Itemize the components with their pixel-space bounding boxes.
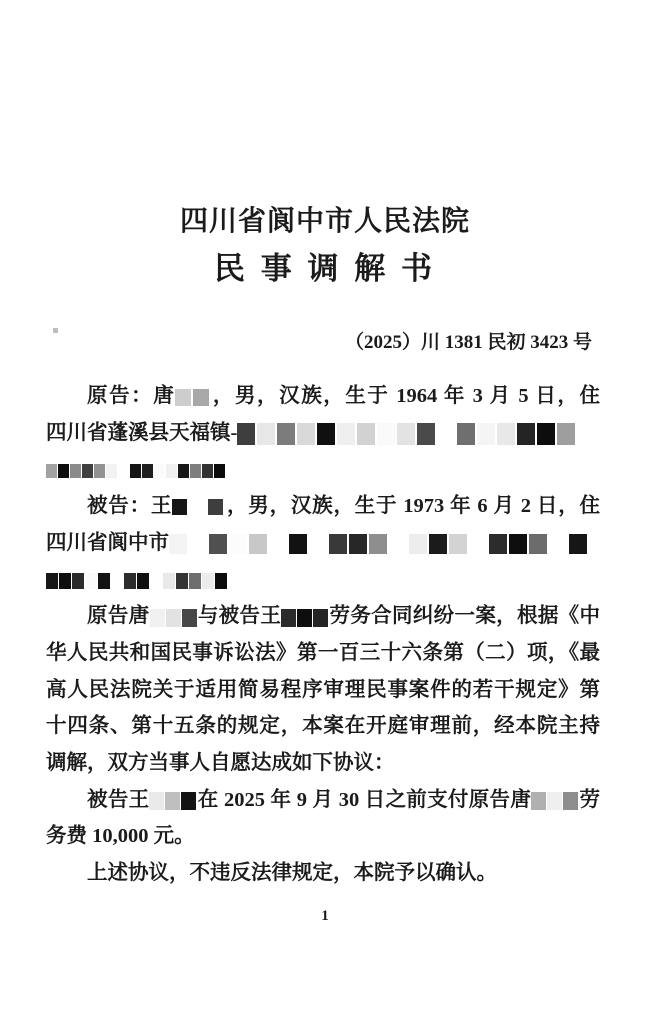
court-name: 四川省阆中市人民法院	[179, 206, 470, 237]
case-intro-line-3: 高人民法院关于适用简易程序审理民事案件的若干规定》第	[46, 678, 600, 701]
redaction-body-defendant-name	[281, 609, 329, 627]
document-title: 民 事 调 解 书	[214, 251, 436, 286]
confirmation-line: 上述协议，不违反法律规定，本院予以确认。	[87, 862, 497, 885]
plaintiff-line-2	[46, 415, 600, 452]
case-intro-line-5: 调解，双方当事人自愿达成如下协议：	[46, 752, 395, 775]
redaction-defendant-name	[172, 499, 226, 515]
page-number: 1	[321, 907, 329, 924]
redaction-defendant-address-1	[169, 534, 589, 554]
agreement-line-1	[46, 782, 600, 819]
redaction-plaintiff-address-1	[237, 423, 577, 445]
agreement-line-2: 务费 10,000 元。	[46, 825, 195, 848]
document-body	[46, 378, 600, 892]
case-intro-mid: 与被告王	[197, 605, 282, 628]
plaintiff-line-3	[46, 451, 600, 488]
defendant-address-prefix: 四川省阆中市	[46, 531, 169, 554]
defendant-line-3	[46, 562, 600, 599]
case-intro-suffix: 劳务合同纠纷一案，根据《中	[329, 605, 601, 628]
redaction-body-plaintiff-name	[150, 609, 198, 627]
plaintiff-line-1-prefix: 原告：唐	[87, 385, 176, 407]
case-intro-line-4: 十四条、第十五条的规定，本案在开庭审理前，经本院主持	[46, 715, 600, 738]
defendant-line-2	[46, 525, 600, 562]
defendant-line-1	[46, 488, 600, 525]
redaction-agreement-plaintiff-name	[531, 792, 579, 810]
redaction-plaintiff-name	[175, 389, 211, 406]
agreement-suffix: 劳	[579, 788, 601, 811]
redaction-defendant-address-2	[46, 573, 228, 589]
redaction-plaintiff-address-2	[46, 464, 226, 478]
plaintiff-line-1	[46, 378, 600, 415]
agreement-prefix: 被告王	[87, 788, 150, 811]
plaintiff-address-prefix: 四川省蓬溪县天福镇-	[46, 421, 238, 444]
case-intro-line-2: 华人民共和国民事诉讼法》第一百三十六条第（二）项，《最	[46, 641, 600, 664]
agreement-mid: 在 2025 年 9 月 30 日之前支付原告唐	[197, 788, 532, 811]
defendant-line-1-prefix: 被告：王	[87, 495, 173, 518]
redaction-agreement-defendant-name	[149, 792, 197, 810]
case-intro-line-1	[46, 598, 600, 635]
scan-speck	[53, 328, 58, 333]
defendant-line-1-suffix: ，男，汉族，生于 1973 年 6 月 2 日，住	[226, 495, 601, 518]
plaintiff-line-1-suffix: ，男，汉族，生于 1964 年 3 月 5 日，住	[211, 385, 601, 407]
case-intro-prefix: 原告唐	[87, 605, 150, 628]
case-number: （2025）川 1381 民初 3423 号	[344, 332, 592, 353]
